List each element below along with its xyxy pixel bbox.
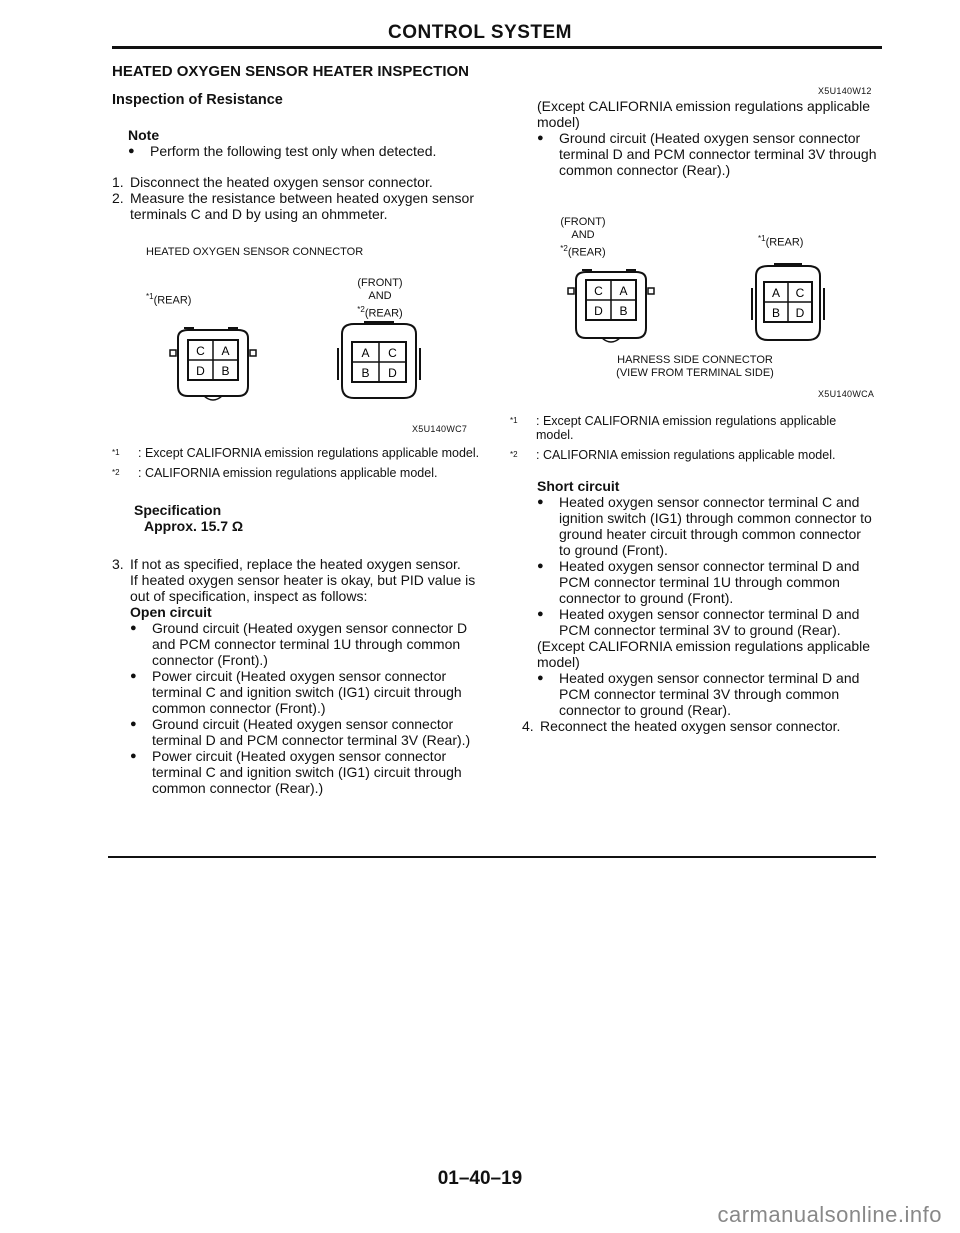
terminal-label: D [594, 304, 603, 318]
except-intro: (Except CALIFORNIA emission regulations applicable model) [537, 98, 871, 130]
specification-block [112, 502, 484, 534]
header-rule [112, 46, 882, 49]
list-item: ● Power circuit (Heated oxygen sensor connector terminal C and ignition switch (IG1) circuit through common connector (Rear).) [130, 748, 484, 796]
terminal-label: B [361, 366, 370, 380]
terminal-label: A [361, 346, 370, 360]
note-item: ● Perform the following test only when detected. [128, 143, 484, 159]
steps-list [112, 174, 484, 222]
list-item: ● Heated oxygen sensor connector terminal C and ignition switch (IG1) through common connector to ground heater circuit through common connector to ground (Front). [537, 494, 876, 558]
page-number: 01–40–19 [437, 1168, 523, 1189]
terminal-label: D [196, 364, 205, 378]
step-item: 4. Reconnect the heated oxygen sensor connector. [522, 718, 841, 734]
right-column-lower [510, 414, 876, 734]
terminal-label: C [196, 344, 205, 358]
footnote: $^{*2}$ : CALIFORNIA emission regulations applicable model. [510, 448, 836, 462]
list-item: ● Heated oxygen sensor connector terminal D and PCM connector terminal 1U through common connector to ground (Front). [537, 558, 876, 606]
right-column-top [537, 98, 877, 178]
figure-caption: HEATED OXYGEN SENSOR CONNECTOR [146, 246, 364, 258]
terminal-label: C [388, 346, 397, 360]
terminal-label: A [619, 284, 628, 298]
front-and-rear-label: (FRONT) AND $^{*2}$(REAR) [357, 277, 403, 320]
footnote: $^{*1}$ : Except CALIFORNIA emission regulations applicable model. [112, 446, 480, 460]
footnote: $^{*2}$ : CALIFORNIA emission regulations applicable model. [112, 466, 438, 480]
step-item: 3. If not as specified, replace the heated oxygen sensor. If heated oxygen sensor heater is okay, but PID value is out of specification, inspect as follows: Open circuit ● Ground circuit (Heated oxygen sensor connector D and PCM connector terminal 1U through common connector (Front).) ● Power circuit (Heated oxygen sensor connector terminal C and ignition switch (IG1) circuit through common connector (Front).) ● Ground circuit (Heated oxygen sensor connector terminal D and PCM connector terminal 3V (Rear).) ● Power circuit (Heated oxygen sensor connector terminal C and ignition switch (IG1) circuit through common connector (Rear).) [112, 556, 484, 796]
note-label: Note [128, 127, 160, 143]
open-circuit-label: Open circuit [130, 604, 212, 620]
list-item: ● Ground circuit (Heated oxygen sensor connector terminal D and PCM connector terminal 3V (Rear).) [130, 716, 484, 748]
connector-diagram-harness-rear [748, 262, 828, 346]
spec-label: Specification [134, 502, 222, 518]
short-circuit-label: Short circuit [537, 478, 620, 494]
connector-diagram-rear [168, 324, 258, 404]
connector-diagram-front [334, 320, 424, 404]
left-column-lower [112, 446, 484, 796]
procedure-subtitle: Inspection of Resistance [112, 92, 283, 108]
except-list [537, 670, 876, 718]
left-column [112, 64, 484, 222]
rear-label: $^{*1}$(REAR) [146, 292, 192, 307]
spec-value: Approx. 15.7 Ω [144, 518, 244, 534]
figure-code: X5U140W12 [818, 86, 872, 96]
step-item: 2. Measure the resistance between heated oxygen sensor terminals C and D by using an ohmmeter. [112, 190, 474, 222]
rear-label: $^{*1}$(REAR) [758, 234, 804, 249]
list-item: ● Power circuit (Heated oxygen sensor connector terminal C and ignition switch (IG1) circuit through common connector (Front).) [130, 668, 484, 716]
terminal-label: B [771, 306, 781, 320]
short-circuit-block [510, 478, 876, 718]
footnote: $^{*1}$ : Except CALIFORNIA emission regulations applicable model. [510, 414, 837, 442]
terminal-label: D [388, 366, 397, 380]
except-intro: (Except CALIFORNIA emission regulations applicable model) [537, 638, 871, 670]
terminal-label: D [795, 306, 805, 320]
connector-diagram-harness-front [566, 266, 656, 346]
footer-rule [108, 856, 876, 858]
open-circuit-list [130, 620, 484, 796]
list-item: ● Heated oxygen sensor connector terminal D and PCM connector terminal 3V through common connector to ground (Rear). [537, 670, 876, 718]
section-header: CONTROL SYSTEM [388, 22, 572, 43]
harness-caption: HARNESS SIDE CONNECTOR (VIEW FROM TERMINAL SIDE) [616, 354, 774, 379]
list-item: ● Ground circuit (Heated oxygen sensor connector D and PCM connector terminal 1U through common connector (Front).) [130, 620, 484, 668]
figure-code: X5U140WCA [818, 389, 875, 399]
step-item: 1. Disconnect the heated oxygen sensor connector. [112, 174, 433, 190]
short-circuit-list [537, 494, 876, 638]
watermark: carmanualsonline.info [717, 1202, 942, 1227]
figure-code: X5U140WC7 [412, 424, 468, 434]
list-item: ● Heated oxygen sensor connector terminal D and PCM connector terminal 3V to ground (Rear). [537, 606, 876, 638]
terminal-label: A [221, 344, 230, 358]
terminal-label: C [795, 286, 805, 300]
front-and-rear-label: (FRONT) AND $^{*2}$(REAR) [560, 216, 606, 259]
list-item: ● Ground circuit (Heated oxygen sensor connector terminal D and PCM connector terminal 3V through common connector (Rear).) [537, 130, 877, 178]
except-list [537, 130, 877, 178]
note-block [112, 127, 484, 159]
terminal-label: C [594, 284, 603, 298]
terminal-label: B [221, 364, 230, 378]
procedure-title: HEATED OXYGEN SENSOR HEATER INSPECTION [112, 63, 469, 80]
terminal-label: A [771, 286, 781, 300]
terminal-label: B [619, 304, 628, 318]
